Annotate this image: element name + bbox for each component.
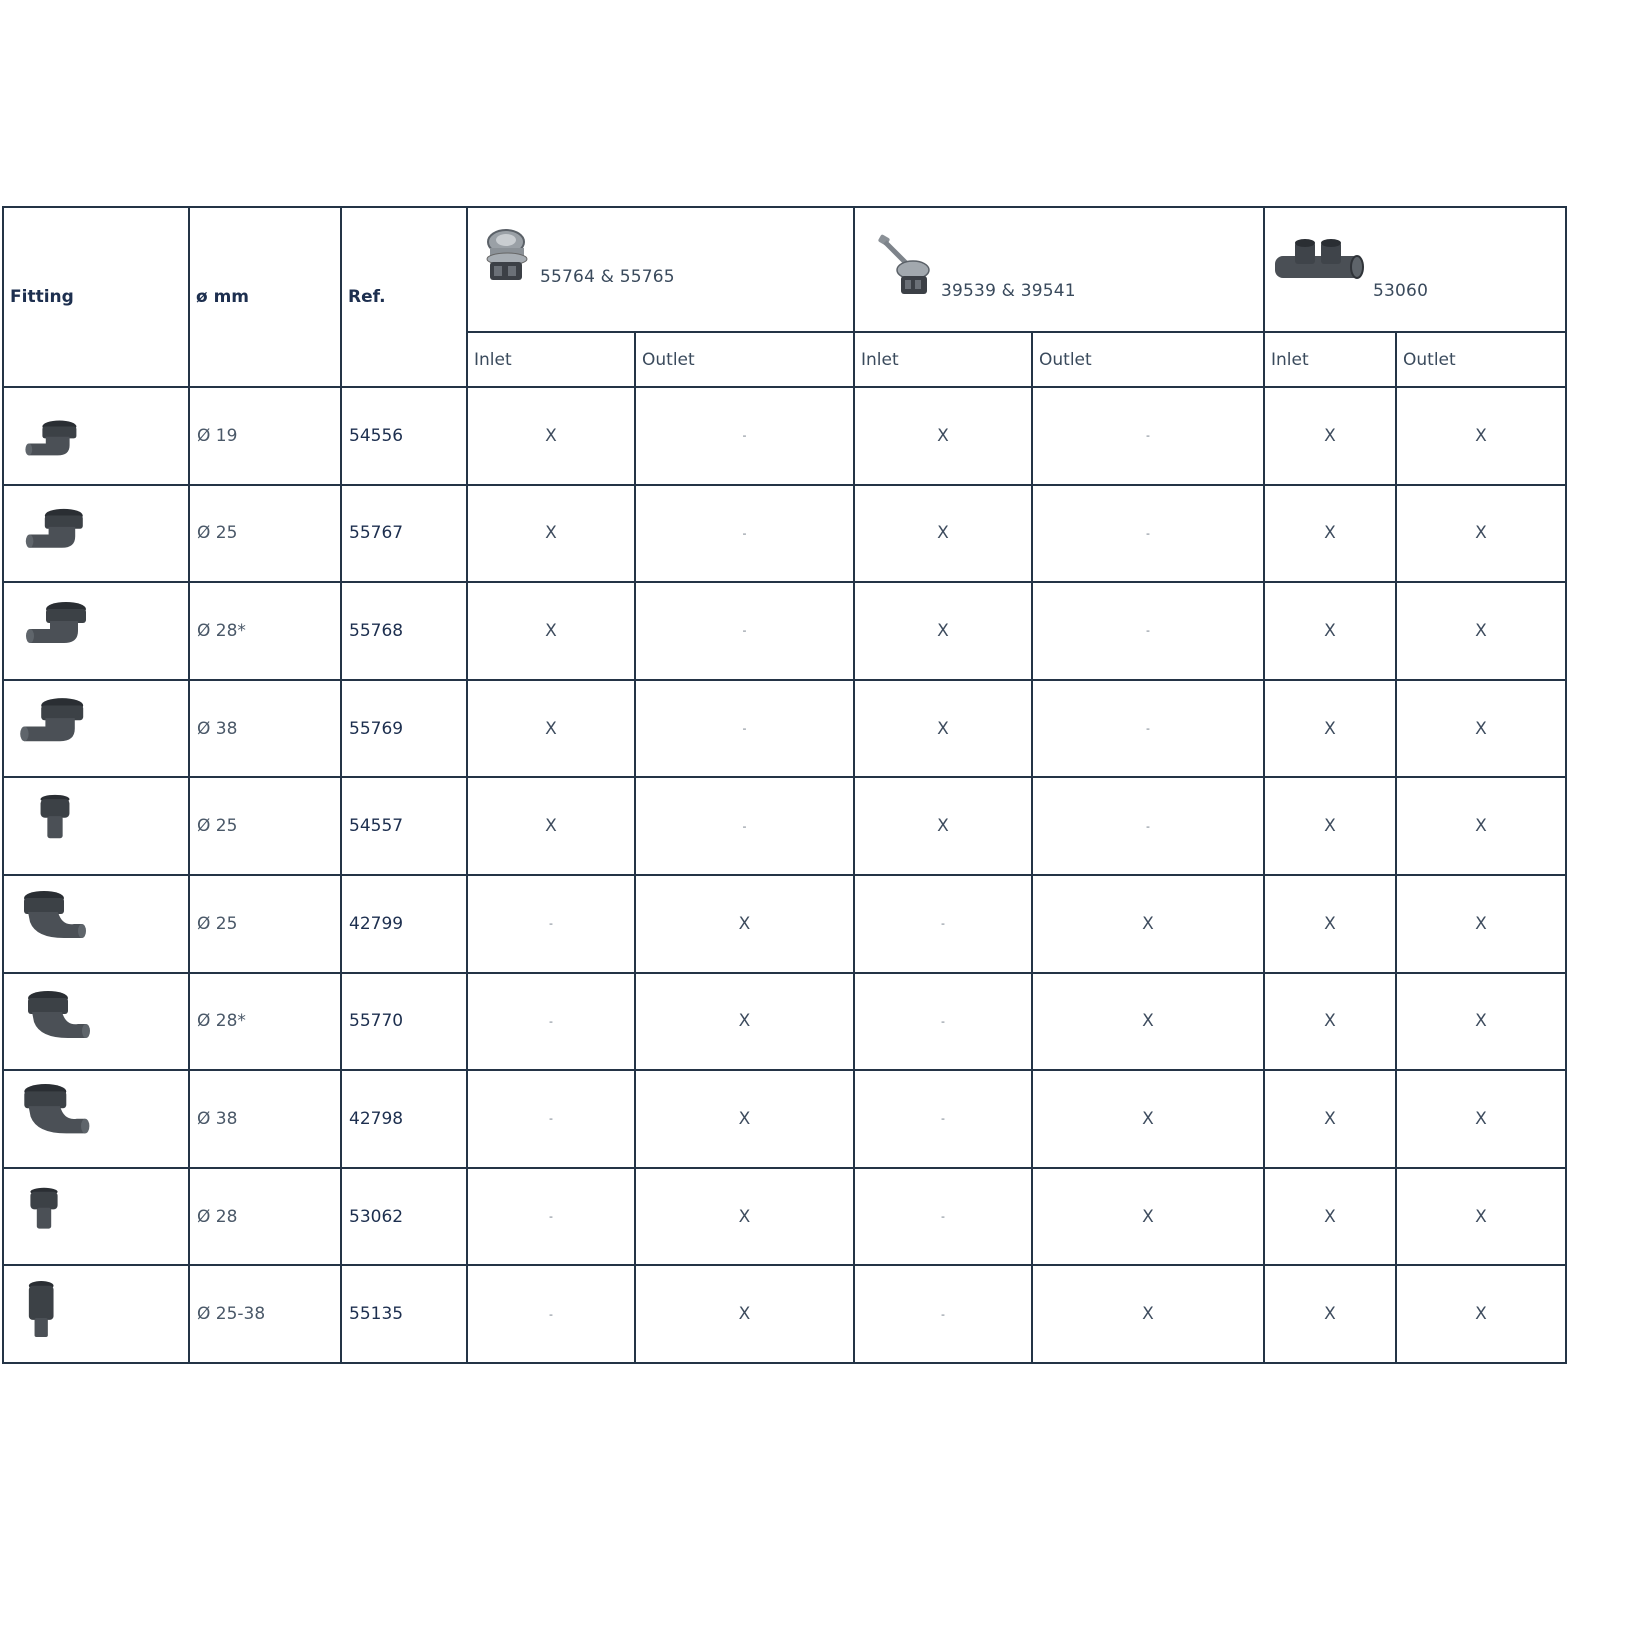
compat-cell: - (854, 1070, 1032, 1168)
compat-cell: X (1264, 777, 1396, 875)
header-product-1 (467, 207, 854, 332)
diameter-cell: Ø 28* (189, 973, 341, 1071)
compat-cell: - (854, 875, 1032, 973)
compat-cell: X (1396, 582, 1566, 680)
compat-cell: X (1264, 485, 1396, 583)
table-row (3, 485, 1566, 583)
header-fitting: Fitting (3, 207, 189, 387)
product-label: 39539 & 39541 (941, 281, 1076, 301)
compat-cell: - (635, 485, 854, 583)
compat-cell: X (854, 485, 1032, 583)
compat-cell: - (467, 1070, 635, 1168)
compat-cell: X (1032, 875, 1264, 973)
compat-cell: X (1032, 1265, 1264, 1363)
compat-cell: - (635, 582, 854, 680)
fitting-cell (3, 582, 189, 680)
compat-cell: - (635, 777, 854, 875)
elbow-fitting-reversed-icon (22, 990, 92, 1046)
ref-cell: 42799 (341, 875, 467, 973)
fitting-cell (3, 1265, 189, 1363)
pump-with-handle-icon (877, 234, 939, 300)
fitting-cell (3, 777, 189, 875)
header-row-products (3, 207, 1566, 332)
compat-cell: X (1396, 973, 1566, 1071)
ref-cell: 55135 (341, 1265, 467, 1363)
compatibility-table (2, 206, 1567, 1364)
table-row (3, 387, 1566, 485)
compat-cell: - (1032, 485, 1264, 583)
straight-fitting-icon (38, 794, 72, 846)
ref-cell: 55769 (341, 680, 467, 778)
header-product-2 (854, 207, 1264, 332)
product-label: 55764 & 55765 (540, 267, 675, 287)
compat-cell: X (1264, 1265, 1396, 1363)
header-inlet: Inlet (1264, 332, 1396, 387)
compat-cell: X (1396, 1070, 1566, 1168)
diameter-cell: Ø 38 (189, 1070, 341, 1168)
header-outlet: Outlet (1396, 332, 1566, 387)
compat-cell: X (1396, 680, 1566, 778)
diameter-cell: Ø 25-38 (189, 1265, 341, 1363)
diameter-cell: Ø 28 (189, 1168, 341, 1266)
table-header (3, 207, 1566, 387)
compat-cell: X (635, 875, 854, 973)
compat-cell: X (467, 485, 635, 583)
table-row (3, 582, 1566, 680)
compat-cell: - (1032, 680, 1264, 778)
table-row (3, 777, 1566, 875)
elbow-fitting-reversed-icon (18, 890, 88, 946)
compat-cell: X (1264, 1070, 1396, 1168)
compat-cell: X (635, 973, 854, 1071)
header-outlet: Outlet (635, 332, 854, 387)
ref-cell: 53062 (341, 1168, 467, 1266)
compat-cell: - (1032, 777, 1264, 875)
table-row (3, 1168, 1566, 1266)
elbow-fitting-icon (16, 695, 90, 752)
diameter-cell: Ø 25 (189, 485, 341, 583)
elbow-fitting-icon (22, 418, 82, 465)
diameter-cell: Ø 25 (189, 777, 341, 875)
compat-cell: X (1264, 875, 1396, 973)
table-row (3, 875, 1566, 973)
compat-cell: X (1264, 680, 1396, 778)
compat-cell: X (854, 680, 1032, 778)
header-inlet: Inlet (854, 332, 1032, 387)
compat-cell: X (467, 582, 635, 680)
compat-cell: X (1264, 1168, 1396, 1266)
compat-cell: - (467, 973, 635, 1071)
pump-housing-icon (480, 226, 538, 286)
product-label: 53060 (1373, 281, 1429, 301)
compat-cell: X (467, 387, 635, 485)
compat-cell: - (854, 973, 1032, 1071)
compat-cell: X (854, 777, 1032, 875)
header-diameter: ø mm (189, 207, 341, 387)
compat-cell: - (635, 387, 854, 485)
fitting-cell (3, 680, 189, 778)
compat-cell: X (467, 680, 635, 778)
compat-cell: X (1264, 582, 1396, 680)
compat-cell: - (635, 680, 854, 778)
compat-cell: X (854, 387, 1032, 485)
fitting-cell (3, 1070, 189, 1168)
stepped-straight-fitting-icon (26, 1280, 56, 1343)
compat-cell: X (635, 1168, 854, 1266)
compat-cell: X (635, 1070, 854, 1168)
elbow-fitting-icon (22, 599, 92, 653)
fitting-cell (3, 485, 189, 583)
header-outlet: Outlet (1032, 332, 1264, 387)
header-ref: Ref. (341, 207, 467, 387)
table-body (3, 387, 1566, 1363)
ref-cell: 55770 (341, 973, 467, 1071)
diameter-cell: Ø 25 (189, 875, 341, 973)
compat-cell: X (1396, 777, 1566, 875)
compat-cell: - (1032, 582, 1264, 680)
compat-cell: X (1032, 1168, 1264, 1266)
ref-cell: 55768 (341, 582, 467, 680)
compat-cell: X (1396, 1168, 1566, 1266)
table-row (3, 973, 1566, 1071)
compat-cell: X (854, 582, 1032, 680)
table-row (3, 1070, 1566, 1168)
compat-cell: X (1264, 387, 1396, 485)
fitting-cell (3, 1168, 189, 1266)
header-inlet: Inlet (467, 332, 635, 387)
elbow-fitting-reversed-icon (18, 1083, 92, 1142)
compat-cell: - (1032, 387, 1264, 485)
table-row (3, 1265, 1566, 1363)
compat-cell: X (635, 1265, 854, 1363)
compat-cell: - (467, 1168, 635, 1266)
compat-cell: - (854, 1265, 1032, 1363)
compat-cell: X (1264, 973, 1396, 1071)
compat-cell: X (467, 777, 635, 875)
diameter-cell: Ø 28* (189, 582, 341, 680)
ref-cell: 54556 (341, 387, 467, 485)
compat-cell: X (1396, 387, 1566, 485)
compat-cell: - (854, 1168, 1032, 1266)
compat-cell: X (1032, 1070, 1264, 1168)
compat-cell: X (1396, 1265, 1566, 1363)
ref-cell: 42798 (341, 1070, 467, 1168)
diameter-cell: Ø 38 (189, 680, 341, 778)
compat-cell: X (1396, 485, 1566, 583)
table-row (3, 680, 1566, 778)
fitting-cell (3, 875, 189, 973)
compat-cell: X (1396, 875, 1566, 973)
compat-cell: - (467, 875, 635, 973)
ref-cell: 54557 (341, 777, 467, 875)
fitting-cell (3, 387, 189, 485)
header-product-3 (1264, 207, 1566, 332)
elbow-fitting-icon (22, 506, 89, 558)
ref-cell: 55767 (341, 485, 467, 583)
manifold-icon (1273, 238, 1365, 288)
compat-cell: - (467, 1265, 635, 1363)
fitting-cell (3, 973, 189, 1071)
compat-cell: X (1032, 973, 1264, 1071)
diameter-cell: Ø 19 (189, 387, 341, 485)
straight-fitting-icon (28, 1187, 60, 1236)
